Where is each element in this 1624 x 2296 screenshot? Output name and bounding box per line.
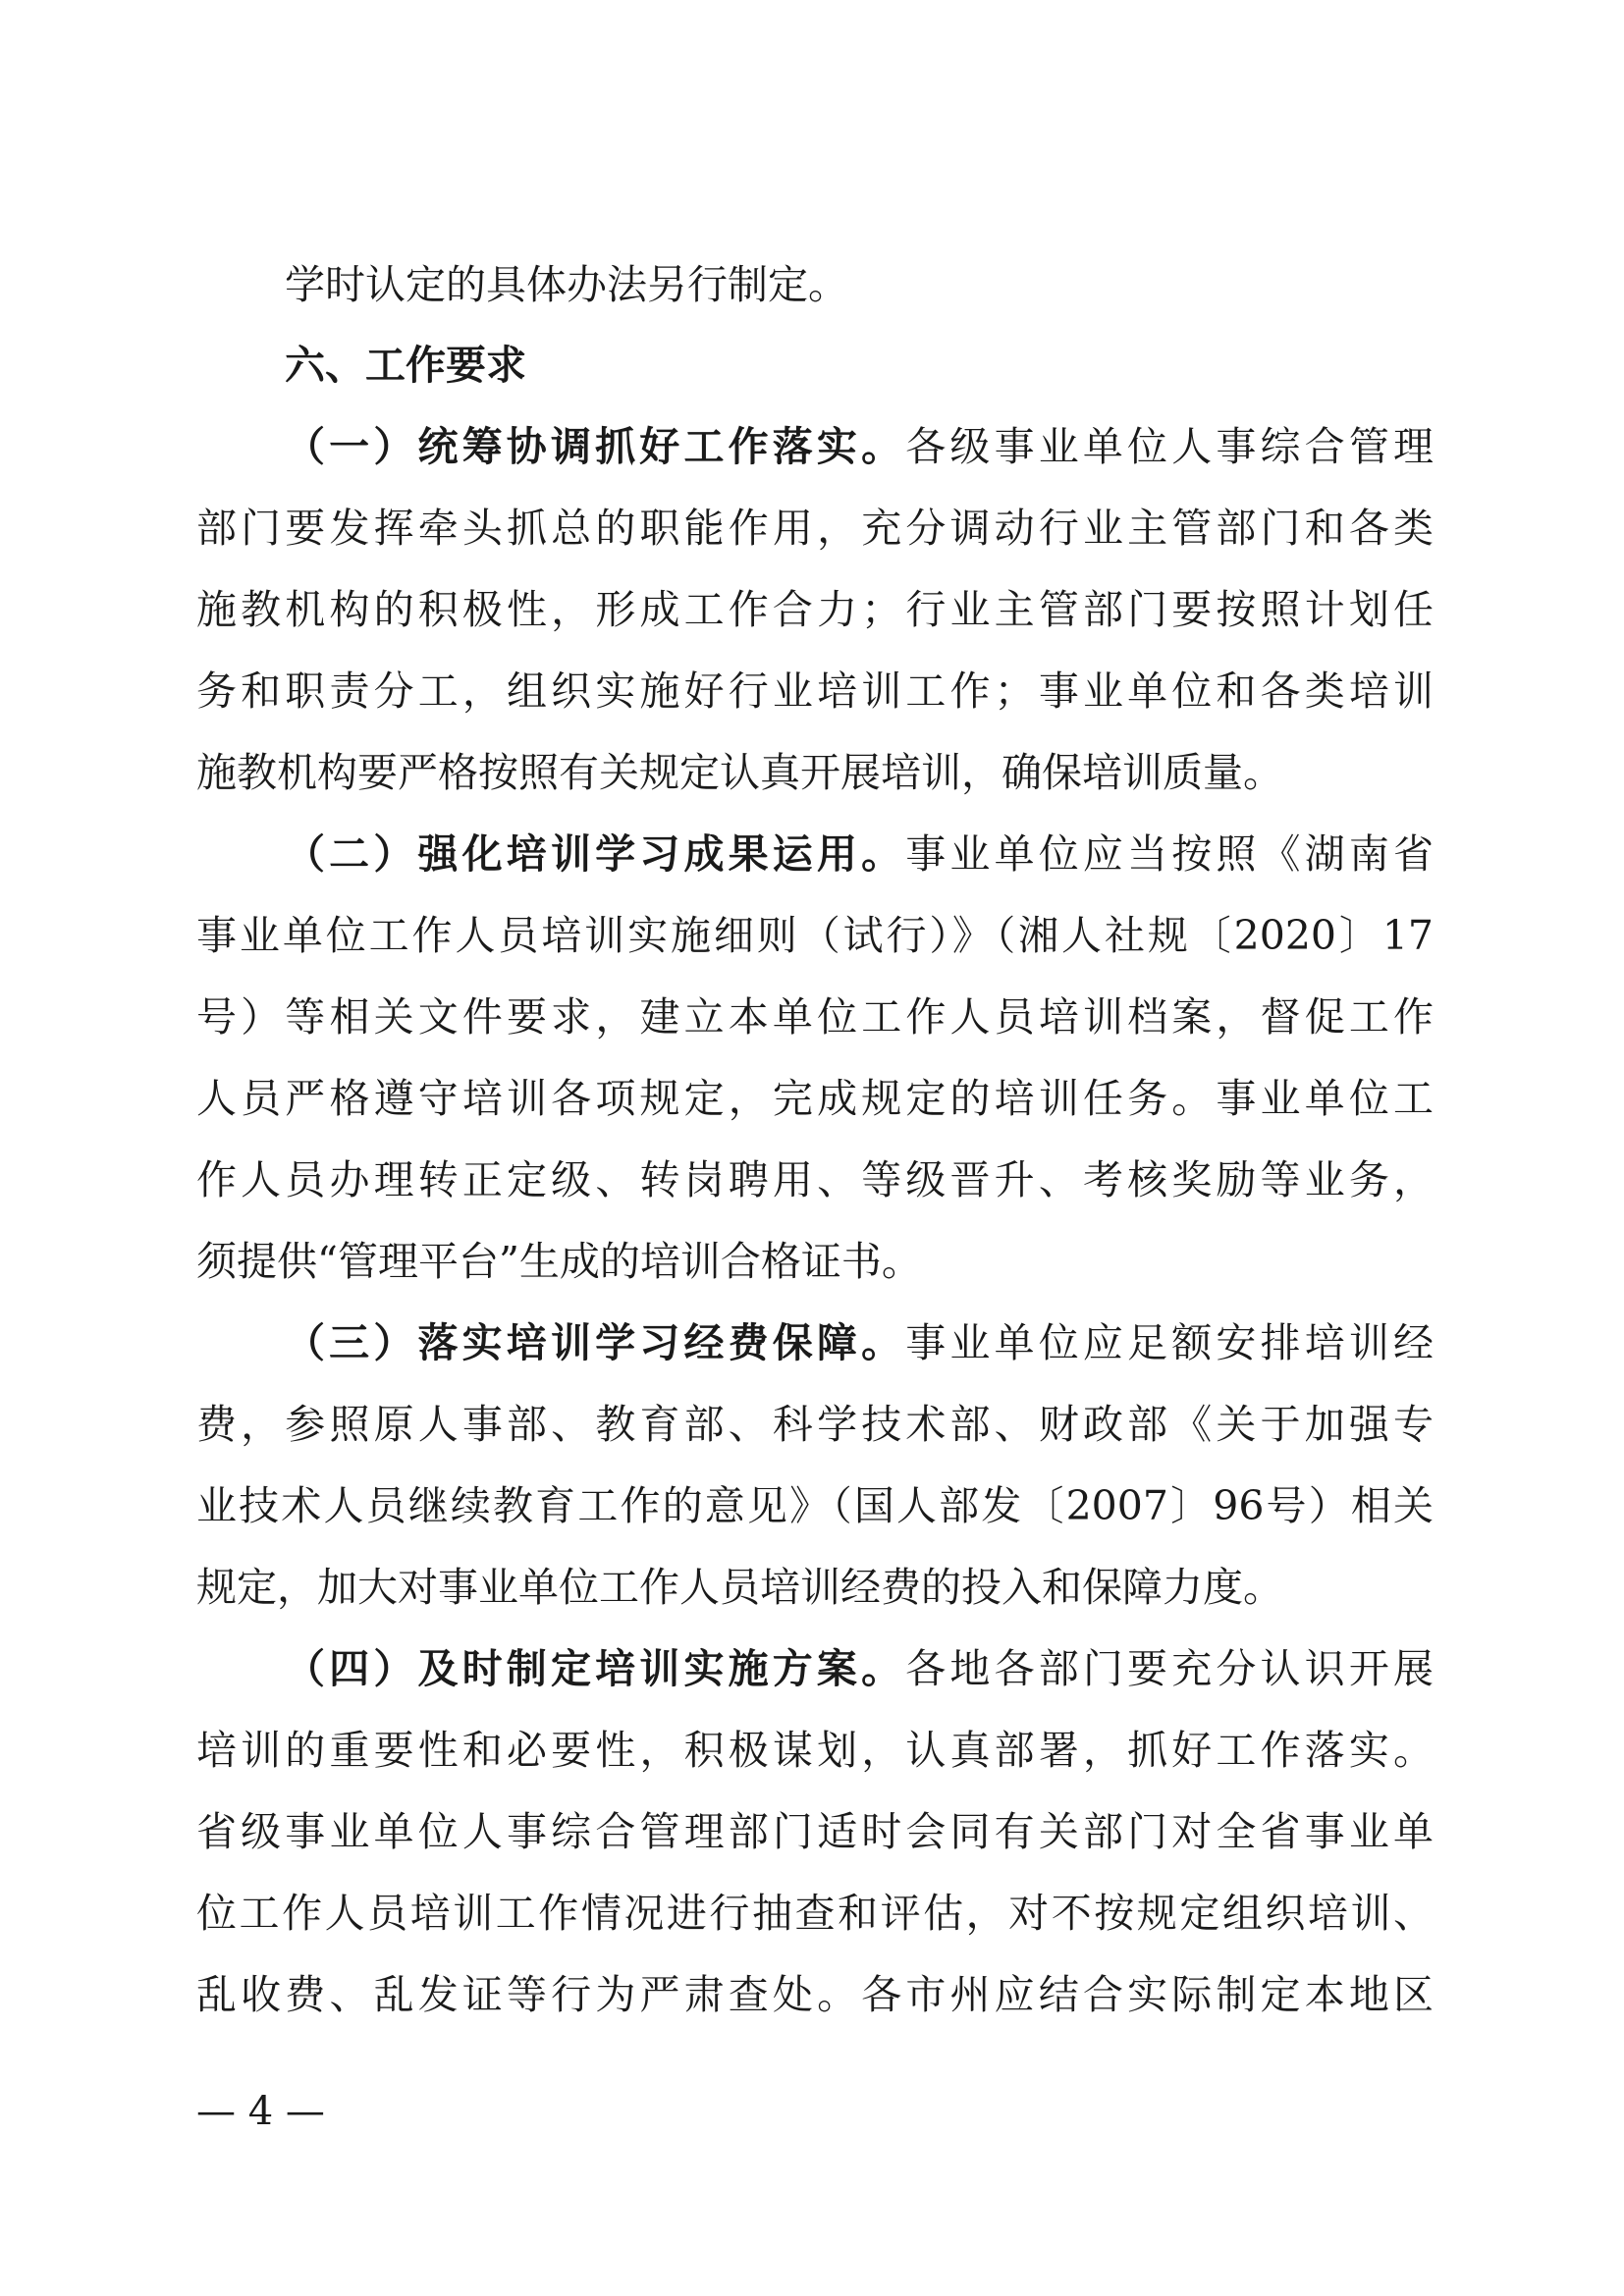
paragraph-text: 事业单位应当按照《湖南省 (905, 830, 1435, 878)
paragraph-text: 事业单位应足额安排培训经 (905, 1319, 1435, 1366)
paragraph-line: 务和职责分工，组织实施好行业培训工作；事业单位和各类培训 (196, 667, 1434, 715)
paragraph-line: 施教机构的积极性，形成工作合力；行业主管部门要按照计划任 (196, 586, 1434, 633)
paragraph-line: 部门要发挥牵头抓总的职能作用，充分调动行业主管部门和各类 (196, 505, 1434, 552)
paragraph-line: 须提供“管理平台”生成的培训合格证书。 (196, 1238, 922, 1285)
paragraph-text: 各级事业单位人事综合管理 (905, 423, 1435, 470)
paragraph-text: 各地各部门要充分认识开展 (905, 1645, 1435, 1692)
paragraph-line: 乱收费、乱发证等行为严肃查处。各市州应结合实际制定本地区 (196, 1971, 1434, 2018)
text-line: 学时认定的具体办法另行制定。 (285, 261, 848, 308)
paragraph-line (285, 1639, 1434, 1698)
paragraph-line: 费，参照原人事部、教育部、科学技术部、财政部《关于加强专 (196, 1401, 1434, 1448)
paragraph-line (285, 825, 1434, 883)
paragraph-line: 号）等相关文件要求，建立本单位工作人员培训档案，督促工作 (196, 993, 1434, 1041)
paragraph-line: 省级事业单位人事综合管理部门适时会同有关部门对全省事业单 (196, 1808, 1434, 1855)
subheading: （一）统筹协调抓好工作落实。 (285, 423, 906, 470)
paragraph-line: 业技术人员继续教育工作的意见》（国人部发〔2007〕96号）相关 (196, 1482, 1434, 1529)
section-heading: 六、工作要求 (285, 342, 526, 389)
page-number: — 4 — (196, 2089, 325, 2134)
paragraph-line: 事业单位工作人员培训实施细则（试行）》（湘人社规〔2020〕17 (196, 912, 1434, 959)
paragraph-line: 施教机构要严格按照有关规定认真开展培训，确保培训质量。 (196, 749, 1283, 796)
subheading: （二）强化培训学习成果运用。 (285, 830, 906, 878)
paragraph-line: 位工作人员培训工作情况进行抽查和评估，对不按规定组织培训、 (196, 1890, 1434, 1937)
paragraph-line (285, 417, 1434, 476)
subheading: （三）落实培训学习经费保障。 (285, 1319, 906, 1366)
paragraph-line: 培训的重要性和必要性，积极谋划，认真部署，抓好工作落实。 (196, 1727, 1434, 1774)
paragraph-line: 规定，加大对事业单位工作人员培训经费的投入和保障力度。 (196, 1564, 1283, 1611)
paragraph-line: 作人员办理转正定级、转岗聘用、等级晋升、考核奖励等业务， (196, 1156, 1434, 1203)
subheading: （四）及时制定培训实施方案。 (285, 1645, 906, 1692)
paragraph-line: 人员严格遵守培训各项规定，完成规定的培训任务。事业单位工 (196, 1075, 1434, 1122)
paragraph-line (285, 1313, 1434, 1372)
